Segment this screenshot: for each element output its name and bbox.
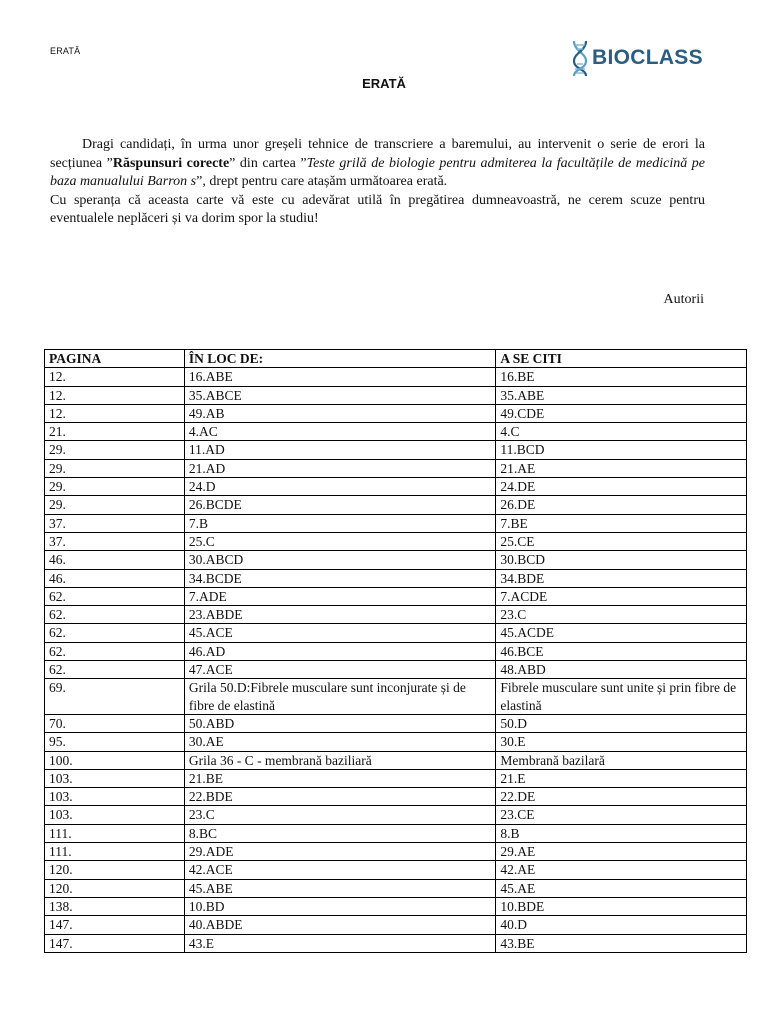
table-row — [45, 441, 747, 459]
intro-p1-bold: Răspunsuri corecte — [112, 155, 230, 171]
cell-a-se-citi: 46.BCE — [496, 642, 747, 660]
cell-pagina: 103. — [45, 788, 185, 806]
cell-pagina: 62. — [45, 624, 185, 642]
cell-a-se-citi: 21.AE — [496, 459, 747, 477]
cell-pagina: 120. — [45, 861, 185, 879]
table-row — [45, 897, 747, 915]
cell-in-loc-de: 22.BDE — [184, 788, 496, 806]
cell-a-se-citi: 7.BE — [496, 514, 747, 532]
table-row — [45, 679, 747, 715]
cell-in-loc-de: Grila 36 - C - membrană baziliară — [184, 751, 496, 769]
cell-pagina: 62. — [45, 642, 185, 660]
intro-paragraph-1 — [50, 136, 705, 192]
cell-in-loc-de: 23.ABDE — [184, 606, 496, 624]
cell-in-loc-de: 29.ADE — [184, 843, 496, 861]
cell-a-se-citi: 30.BCD — [496, 551, 747, 569]
cell-a-se-citi: 23.CE — [496, 806, 747, 824]
logo-text: BIOCLASS — [592, 46, 703, 69]
table-row — [45, 569, 747, 587]
cell-pagina: 147. — [45, 916, 185, 934]
cell-a-se-citi: 43.BE — [496, 934, 747, 952]
cell-in-loc-de: 46.AD — [184, 642, 496, 660]
document-title: ERATĂ — [362, 76, 406, 91]
cell-in-loc-de: 40.ABDE — [184, 916, 496, 934]
table-row — [45, 514, 747, 532]
table-row — [45, 788, 747, 806]
cell-pagina: 147. — [45, 934, 185, 952]
cell-a-se-citi: 8.B — [496, 824, 747, 842]
cell-a-se-citi: 40.D — [496, 916, 747, 934]
cell-pagina: 12. — [45, 404, 185, 422]
table-row — [45, 587, 747, 605]
intro-p1-italic: Teste grilă de biologie pentru admiterea la facultățile de medicină pe baza manualului Barron s — [50, 155, 705, 189]
cell-pagina: 46. — [45, 569, 185, 587]
cell-in-loc-de: 34.BCDE — [184, 569, 496, 587]
cell-in-loc-de: 47.ACE — [184, 661, 496, 679]
cell-a-se-citi: 50.D — [496, 714, 747, 732]
cell-in-loc-de: 30.AE — [184, 733, 496, 751]
cell-in-loc-de: 45.ABE — [184, 879, 496, 897]
dna-helix-icon — [569, 39, 591, 77]
table-row — [45, 642, 747, 660]
table-row — [45, 661, 747, 679]
table-row — [45, 423, 747, 441]
cell-a-se-citi: 42.AE — [496, 861, 747, 879]
header-a-se-citi: A SE CITI — [496, 350, 747, 368]
cell-a-se-citi: 24.DE — [496, 478, 747, 496]
cell-pagina: 29. — [45, 496, 185, 514]
cell-in-loc-de: 10.BD — [184, 897, 496, 915]
table-row — [45, 624, 747, 642]
cell-a-se-citi: 7.ACDE — [496, 587, 747, 605]
table-row — [45, 606, 747, 624]
table-header-row — [45, 350, 747, 368]
table-row — [45, 824, 747, 842]
bioclass-logo — [569, 38, 709, 78]
table-row — [45, 404, 747, 422]
cell-in-loc-de: 16.ABE — [184, 368, 496, 386]
cell-pagina: 62. — [45, 661, 185, 679]
cell-a-se-citi: 25.CE — [496, 532, 747, 550]
cell-in-loc-de: 43.E — [184, 934, 496, 952]
table-row — [45, 769, 747, 787]
cell-in-loc-de: 25.C — [184, 532, 496, 550]
cell-a-se-citi: 45.ACDE — [496, 624, 747, 642]
cell-a-se-citi: 48.ABD — [496, 661, 747, 679]
cell-a-se-citi: 26.DE — [496, 496, 747, 514]
cell-pagina: 29. — [45, 478, 185, 496]
cell-a-se-citi: 22.DE — [496, 788, 747, 806]
cell-in-loc-de: 45.ACE — [184, 624, 496, 642]
cell-pagina: 62. — [45, 606, 185, 624]
cell-pagina: 100. — [45, 751, 185, 769]
cell-in-loc-de: 21.BE — [184, 769, 496, 787]
cell-a-se-citi: Membrană bazilară — [496, 751, 747, 769]
cell-a-se-citi: 10.BDE — [496, 897, 747, 915]
cell-in-loc-de: 23.C — [184, 806, 496, 824]
cell-a-se-citi: 45.AE — [496, 879, 747, 897]
cell-pagina: 62. — [45, 587, 185, 605]
cell-pagina: 29. — [45, 459, 185, 477]
cell-a-se-citi: 34.BDE — [496, 569, 747, 587]
cell-in-loc-de: 30.ABCD — [184, 551, 496, 569]
table-row — [45, 843, 747, 861]
cell-pagina: 37. — [45, 532, 185, 550]
table-row — [45, 733, 747, 751]
table-row — [45, 751, 747, 769]
cell-in-loc-de: 8.BC — [184, 824, 496, 842]
header-pagina: PAGINA — [45, 350, 185, 368]
cell-a-se-citi: 35.ABE — [496, 386, 747, 404]
cell-pagina: 103. — [45, 806, 185, 824]
cell-a-se-citi: 4.C — [496, 423, 747, 441]
cell-a-se-citi: 29.AE — [496, 843, 747, 861]
intro-p1-a: Dragi candidați, în urma unor greșeli tehnice de transcriere a baremului, au intervenit o serie de erori la secțiunea ” — [50, 137, 705, 171]
table-row — [45, 368, 747, 386]
cell-in-loc-de: 4.AC — [184, 423, 496, 441]
table-row — [45, 934, 747, 952]
header-in-loc-de: ÎN LOC DE: — [184, 350, 496, 368]
cell-pagina: 12. — [45, 368, 185, 386]
cell-pagina: 138. — [45, 897, 185, 915]
table-row — [45, 386, 747, 404]
table-row — [45, 532, 747, 550]
table-row — [45, 496, 747, 514]
table-row — [45, 478, 747, 496]
cell-a-se-citi: 49.CDE — [496, 404, 747, 422]
cell-in-loc-de: 35.ABCE — [184, 386, 496, 404]
cell-pagina: 69. — [45, 679, 185, 715]
cell-pagina: 37. — [45, 514, 185, 532]
cell-pagina: 46. — [45, 551, 185, 569]
cell-in-loc-de: 21.AD — [184, 459, 496, 477]
errata-table — [44, 349, 747, 953]
cell-a-se-citi: 16.BE — [496, 368, 747, 386]
cell-in-loc-de: 26.BCDE — [184, 496, 496, 514]
table-row — [45, 861, 747, 879]
cell-a-se-citi: 30.E — [496, 733, 747, 751]
cell-pagina: 103. — [45, 769, 185, 787]
table-row — [45, 459, 747, 477]
cell-pagina: 12. — [45, 386, 185, 404]
cell-pagina: 21. — [45, 423, 185, 441]
intro-p1-c: ”, drept pentru care atașăm următoarea eratǎ. — [196, 174, 448, 189]
cell-pagina: 111. — [45, 843, 185, 861]
intro-p1-b: ” din cartea ” — [229, 155, 307, 171]
cell-a-se-citi: Fibrele musculare sunt unite și prin fibre de elastină — [496, 679, 747, 715]
cell-pagina: 120. — [45, 879, 185, 897]
table-row — [45, 714, 747, 732]
signature: Autorii — [663, 292, 704, 307]
table-row — [45, 806, 747, 824]
cell-a-se-citi: 11.BCD — [496, 441, 747, 459]
table-row — [45, 551, 747, 569]
table-row — [45, 916, 747, 934]
cell-in-loc-de: 11.AD — [184, 441, 496, 459]
cell-in-loc-de: 24.D — [184, 478, 496, 496]
intro-text — [50, 136, 705, 229]
cell-in-loc-de: Grila 50.D:Fibrele musculare sunt inconjurate și de fibre de elastină — [184, 679, 496, 715]
cell-pagina: 95. — [45, 733, 185, 751]
cell-pagina: 70. — [45, 714, 185, 732]
cell-in-loc-de: 50.ABD — [184, 714, 496, 732]
cell-pagina: 29. — [45, 441, 185, 459]
cell-in-loc-de: 7.B — [184, 514, 496, 532]
cell-in-loc-de: 49.AB — [184, 404, 496, 422]
cell-pagina: 111. — [45, 824, 185, 842]
cell-a-se-citi: 21.E — [496, 769, 747, 787]
cell-in-loc-de: 7.ADE — [184, 587, 496, 605]
cell-in-loc-de: 42.ACE — [184, 861, 496, 879]
intro-paragraph-2: Cu speranța că aceasta carte vă este cu adevărat utilă în pregătirea dumneavoastră, ne cerem scuze pentru eventualele neplăceri și va dorim spor la studiu! — [50, 192, 705, 226]
cell-a-se-citi: 23.C — [496, 606, 747, 624]
header-label: ERATĂ — [50, 46, 81, 56]
table-row — [45, 879, 747, 897]
